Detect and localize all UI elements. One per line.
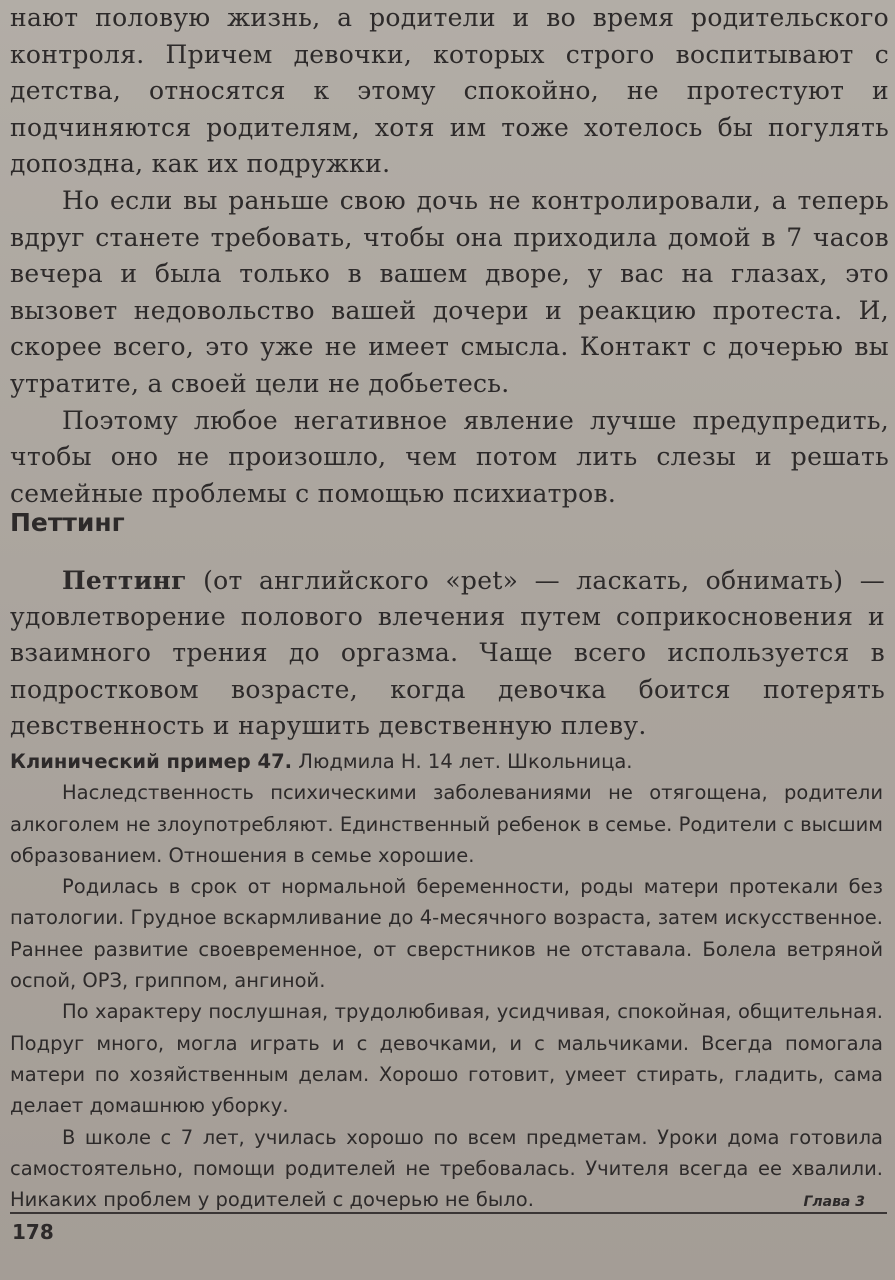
footer-rule [10,1212,887,1214]
case-subject: Людмила Н. 14 лет. Школьница. [292,750,633,773]
body-paragraph: Поэтому любое негативное явление лучше предупредить, чтобы оно не произошло, чем потом лить слезы и решать семейные проблемы с помощью психиатров. [10,405,889,508]
chapter-label: Глава 3 [803,1194,865,1210]
section-heading: Петтинг [10,508,125,537]
definition [10,563,885,744]
definition-text: (от английского «pet» — ласкать, обнимать) — удовлетворение полового влечения путем соприкосновения и взаимного трения до оргазма. Чаще всего используется в подростковом возрасте, когда девочка боится потерять девственность и нарушить девственную плеву. [10,566,885,740]
body-paragraph: Но если вы раньше свою дочь не контролировали, а теперь вдруг станете требовать, чтобы она приходила домой в 7 часов вечера и была только в вашем дворе, у вас на глазах, это вызовет недовольство вашей дочери и реакцию протеста. И, скорее всего, это уже не имеет смысла. Контакт с дочерью вы утратите, а своей цели не добьетесь. [10,185,889,398]
body-paragraph: нают половую жизнь, а родители и во время родительского контроля. Причем девочки, которых строго воспитывают с детства, относятся к этому спокойно, не протестуют и подчиняются родителям, хотя им тоже хотелось бы погулять допоздна, как их подружки. [10,3,889,179]
page-number: 178 [12,1220,54,1244]
case-paragraph: В школе с 7 лет, училась хорошо по всем предметам. Уроки дома готовила самостоятельно, помощи родителей не требовалась. Учителя всегда ее хвалили. Никаких проблем у родителей с дочерью не было. [10,1125,883,1212]
case-paragraph: По характеру послушная, трудолюбивая, усидчивая, спокойная, общительная. Подруг много, могла играть и с девочками, и с мальчиками. Всегда помогала матери по хозяйственным делам. Хорошо готовит, умеет стирать, гладить, сама делает домашнюю уборку. [10,1000,883,1118]
body-text [10,0,889,512]
case-paragraph: Родилась в срок от нормальной беременности, роды матери протекали без патологии. Грудное вскармливание до 4-месячного возраста, затем искусственное. Раннее развитие своевременное, от сверстников не отставала. Болела ветряной оспой, ОРЗ, гриппом, ангиной. [10,875,883,993]
case-title [10,746,883,777]
case-study [10,746,883,1215]
definition-paragraph [10,563,885,744]
case-paragraph: Наследственность психическими заболеваниями не отягощена, родители алкоголем не злоупотребляют. Единственный ребенок в семье. Родители с высшим образованием. Отношения в семье хорошие. [10,781,883,867]
definition-term: Петтинг [62,566,187,595]
case-label: Клинический пример 47. [10,750,293,773]
